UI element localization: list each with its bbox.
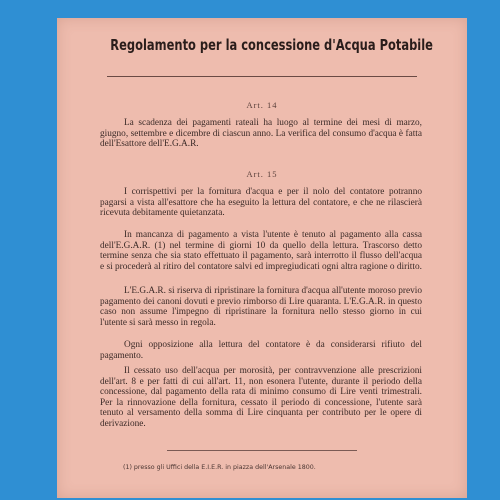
article-14-heading: Art. 14 <box>246 100 278 110</box>
article-15-paragraph-3: L'E.G.A.R. si riserva di ripristinare la fornitura d'acqua all'utente moroso previo pagamento dei canoni dovuti e previo rimborso di Lire quaranta. L'E.G.A.R. in questo caso non assume l'impegno di ripristinare la fornitura nello stesso giorno in cui l'utente si sarà messo in regola. <box>100 286 422 328</box>
article-14-paragraph-1: La scadenza dei pagamenti rateali ha luogo al termine dei mesi di marzo, giugno, settembre e dicembre di ciascun anno. La verifica del consumo d'acqua è fatta dell'Esattore dell'E.G.A.R. <box>100 118 422 150</box>
article-15-paragraph-5: Il cessato uso dell'acqua per morosità, per contravvenzione alle prescrizioni dell'art. 8 e per fatti di cui all'art. 11, non esonera l'utente, durante il periodo della concessione, dal pagamento della rata di minimo consumo di Lire venti trimestrali. Per la rinnovazione della fornitura, cessato il periodo di concessione, l'utente sarà tenuto al versamento della somma di Lire cinquanta per contributo per le opere di derivazione. <box>100 366 422 429</box>
article-15-heading: Art. 15 <box>246 169 278 179</box>
article-15-paragraph-2: In mancanza di pagamento a vista l'utente è tenuto al pagamento alla cassa dell'E.G.A.R. (1) nel termine di giorni 10 da quello della lettura. Trascorso detto termine senza che sia stato effettuato il pagamento, sarà interrotto il flusso dell'acqua e si procederà al ritiro del contatore salvi ed impregiudicati ogni altra ragione o diritto. <box>100 230 422 272</box>
footnote-separator <box>167 450 357 451</box>
article-15-paragraph-4: Ogni opposizione alla lettura del contatore è da considerarsi rifiuto del pagamento. <box>100 340 422 361</box>
document-sheet <box>57 18 467 498</box>
title-underline <box>107 76 417 77</box>
document-title: Regolamento per la concessione d'Acqua Potabile <box>110 36 433 54</box>
footnote: (1) presso gli Uffici della E.I.E.R. in piazza dell'Arsenale 1800. <box>123 464 316 471</box>
article-15-paragraph-1: I corrispettivi per la fornitura d'acqua e per il nolo del contatore potranno pagarsi a vista all'esattore che ha eseguito la lettura del contatore, e che ne rilascierà ricevuta debitamente quietanzata. <box>100 187 422 219</box>
